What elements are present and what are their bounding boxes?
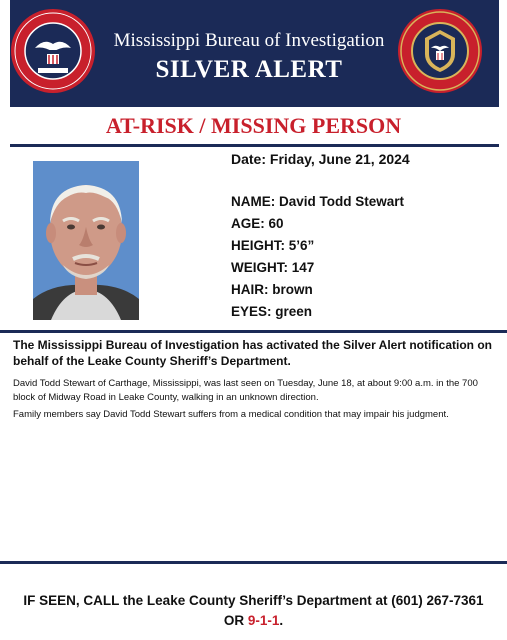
footer-period: . <box>279 613 284 628</box>
person-age <box>231 216 284 231</box>
medical-condition-paragraph: Family members say David Todd Stewart suffers from a medical condition that may impair his judgment. <box>13 409 449 420</box>
person-name <box>231 194 404 209</box>
header-agency-name: Mississippi Bureau of Investigation <box>113 30 385 51</box>
eyes-label: EYES: <box>231 304 272 319</box>
name-label: NAME: <box>231 194 276 209</box>
weight-label: WEIGHT: <box>231 260 288 275</box>
hair-value: brown <box>272 282 313 297</box>
weight-value: 147 <box>291 260 315 275</box>
person-weight <box>231 260 314 275</box>
or-text: OR <box>223 613 248 628</box>
eyes-value: green <box>275 304 313 319</box>
ms-public-safety-seal-icon <box>10 8 96 94</box>
emergency-number: 9-1-1 <box>247 613 280 628</box>
activation-statement: The Mississippi Bureau of Investigation has activated the Silver Alert notification on behalf of the Leake County Sheriff’s Department. <box>13 338 492 368</box>
alert-subtitle: AT-RISK / MISSING PERSON <box>105 113 402 138</box>
last-seen-paragraph: David Todd Stewart of Carthage, Mississippi, was last seen on Tuesday, June 18, at about 9:00 a.m. in the 700 block of Midway Road in Leake County, walking in an unknown direction. <box>13 378 478 403</box>
call-to-action <box>0 591 507 631</box>
name-value: David Todd Stewart <box>279 194 405 209</box>
hair-label: HAIR: <box>231 282 269 297</box>
height-value: 5’6” <box>288 238 315 253</box>
age-value: 60 <box>268 216 284 231</box>
divider-bottom <box>0 561 507 564</box>
call-sheriff-line: IF SEEN, CALL the Leake County Sheriff’s Department at (601) 267-7361 <box>23 593 484 608</box>
height-label: HEIGHT: <box>231 238 285 253</box>
call-emergency-line <box>0 611 507 631</box>
header-alert-type: SILVER ALERT <box>155 56 343 83</box>
divider-top <box>10 144 499 147</box>
person-eyes <box>231 304 312 319</box>
alert-date: Date: Friday, June 21, 2024 <box>231 151 410 167</box>
age-label: AGE: <box>231 216 265 231</box>
divider-middle <box>0 330 507 333</box>
person-hair <box>231 282 313 297</box>
person-height <box>231 238 314 253</box>
mbi-agent-badge-icon <box>397 8 483 94</box>
missing-person-photo <box>33 161 139 320</box>
